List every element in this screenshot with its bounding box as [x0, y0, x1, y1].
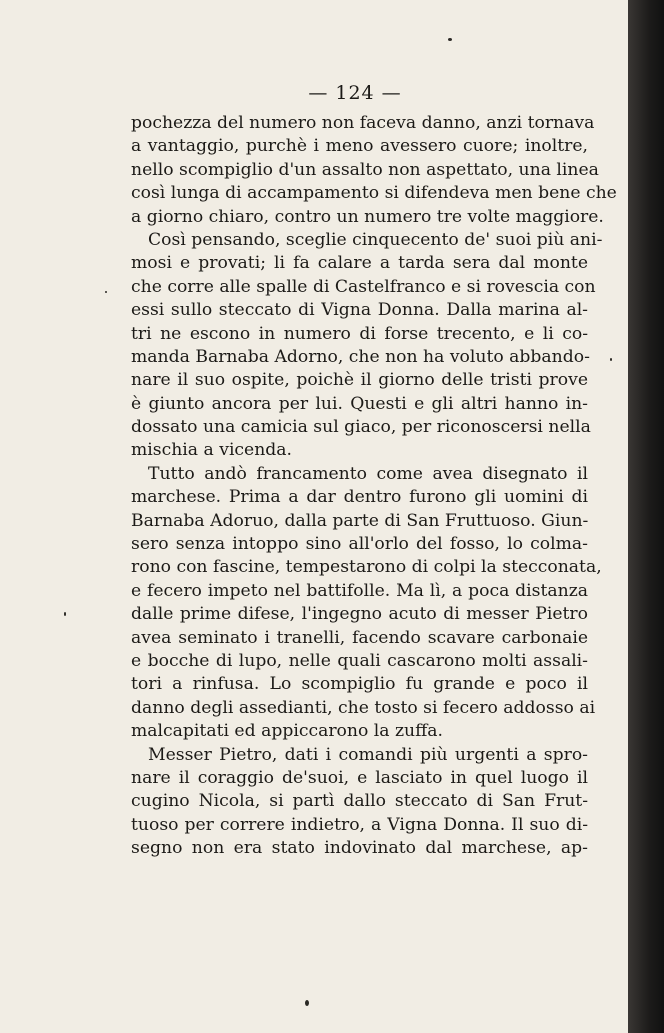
text-line: tuoso per correre indietro, a Vigna Donna. Il suo di- — [131, 814, 588, 835]
text-line: cugino Nicola, si partì dallo steccato di San Frut- — [131, 791, 588, 812]
text-line: marchese. Prima a dar dentro furono gli uomini di — [131, 487, 588, 508]
text-line: a vantaggio, purchè i meno avessero cuore; inoltre, — [131, 136, 588, 157]
text-line: essi sullo steccato di Vigna Donna. Dalla marina al- — [131, 300, 588, 321]
text-line: sero senza intoppo sino all'orlo del fosso, lo colma- — [131, 534, 588, 555]
text-line: Tutto andò francamento come avea disegnato il — [148, 463, 588, 484]
text-line: danno degli assedianti, che tosto si fecero addosso ai — [131, 697, 596, 718]
text-line: nello scompiglio d'un assalto non aspettato, una linea — [131, 159, 599, 180]
text-line: nare il suo ospite, poichè il giorno delle tristi prove — [131, 370, 588, 391]
text-line: e bocche di lupo, nelle quali cascarono molti assali- — [131, 650, 588, 671]
print-speck — [610, 358, 612, 361]
text-line: rono con fascine, tempestarono di colpi la stecconata, — [131, 557, 602, 578]
text-line: pochezza del numero non faceva danno, anzi tornava — [131, 113, 595, 133]
page-number: — 124 — — [308, 82, 402, 104]
text-line: nare il coraggio de'suoi, e lasciato in quel luogo il — [131, 767, 588, 788]
text-line: che corre alle spalle di Castelfranco e si rovescia con — [131, 276, 596, 297]
body-text — [131, 112, 617, 861]
page-edge-shadow — [628, 0, 664, 1033]
text-line: malcapitati ed appiccarono la zuffa. — [131, 721, 444, 742]
text-line: è giunto ancora per lui. Questi e gli altri hanno in- — [131, 393, 588, 414]
print-speck — [64, 612, 66, 616]
print-speck — [305, 1000, 309, 1006]
text-line: manda Barnaba Adorno, che non ha voluto abbando- — [131, 346, 590, 367]
text-line: così lunga di accampamento si difendeva men bene che — [131, 183, 617, 204]
text-line: e fecero impeto nel battifolle. Ma lì, a poca distanza — [131, 580, 588, 601]
text-line: mischia a vicenda. — [131, 440, 293, 461]
text-line: dalle prime difese, l'ingegno acuto di messer Pietro — [131, 604, 588, 625]
text-line: tri ne escono in numero di forse trecento, e li co- — [131, 323, 588, 344]
text-line: Così pensando, sceglie cinquecento de' suoi più ani- — [148, 229, 603, 250]
text-line: Barnaba Adoruo, dalla parte di San Fruttuoso. Giun- — [131, 510, 589, 531]
text-line: segno non era stato indovinato dal marchese, ap- — [131, 838, 588, 859]
text-line: tori a rinfusa. Lo scompiglio fu grande e poco il — [131, 674, 588, 695]
print-speck — [448, 38, 452, 41]
text-line: mosi e provati; li fa calare a tarda sera dal monte — [131, 253, 588, 274]
text-line: avea seminato i tranelli, facendo scavare carbonaie — [131, 627, 588, 648]
text-line: dossato una camicia sul giaco, per riconoscersi nella — [131, 417, 591, 438]
text-line: a giorno chiaro, contro un numero tre volte maggiore. — [131, 206, 604, 227]
print-speck — [105, 291, 107, 293]
text-line: Messer Pietro, dati i comandi più urgenti a spro- — [148, 744, 588, 765]
